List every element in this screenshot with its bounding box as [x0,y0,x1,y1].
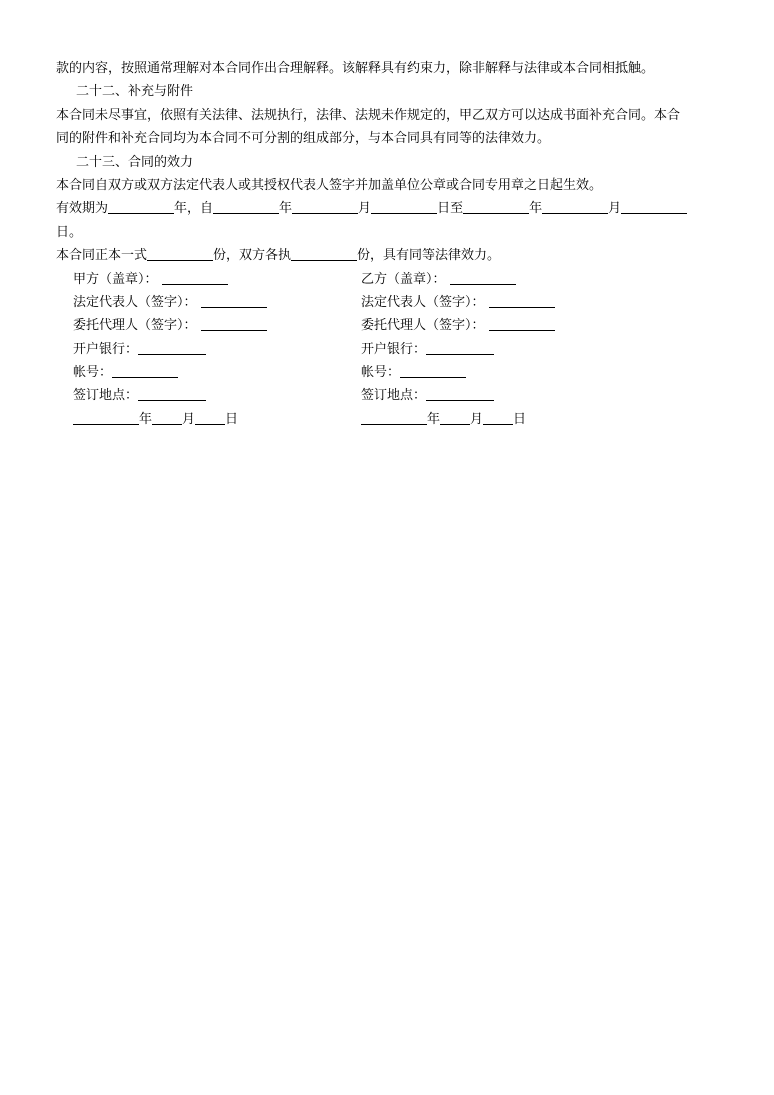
party-a-date [73,408,238,431]
blank-field [489,316,555,331]
copies-mid: 份，双方各执 [213,248,292,264]
validity-year2: 年 [279,201,293,217]
date-day: 日 [513,411,527,427]
signature-row-agent [56,314,716,337]
party-b-rep [361,291,555,314]
blank-field [400,363,466,378]
party-a-seal-label: 甲方（盖章）： [73,271,158,287]
blank-field [483,410,513,425]
blank-field [426,340,494,355]
party-b-account-label: 帐号： [361,365,401,381]
party-a-rep-label: 法定代表人（签字）： [73,294,197,310]
copies-suffix: 份，具有同等法律效力。 [357,248,501,264]
blank-field [371,199,437,214]
blank-field [138,340,206,355]
blank-field [201,316,267,331]
blank-field [112,363,178,378]
date-month: 月 [470,411,484,427]
contract-page [56,57,716,431]
party-a-rep [73,291,267,314]
validity-year3: 年 [529,201,543,217]
date-day: 日 [225,411,239,427]
paragraph-supplement-2: 同的附件和补充合同均为本合同不可分割的组成部分，与本合同具有同等的法律效力。 [56,131,551,147]
blank-field [426,386,494,401]
validity-month2: 月 [608,201,622,217]
party-b-seal [361,268,516,291]
validity-prefix: 有效期为 [56,201,109,217]
heading-validity: 二十三、合同的效力 [76,154,194,170]
party-b-bank-label: 开户银行： [361,341,427,357]
blank-field [542,199,608,214]
party-a-account [73,361,178,384]
blank-field [152,410,182,425]
validity-day-to: 日至 [437,201,464,217]
validity-month1: 月 [358,201,372,217]
signature-row-place [56,384,716,407]
blank-field [213,199,279,214]
party-a-account-label: 帐号： [73,365,113,381]
blank-field [489,293,555,308]
party-a-place-label: 签订地点： [73,388,139,404]
validity-period-line [56,197,716,220]
heading-supplement: 二十二、补充与附件 [76,84,194,100]
blank-field [450,270,516,285]
date-year: 年 [139,411,153,427]
validity-day-end: 日。 [56,224,83,240]
party-b-account [361,361,466,384]
blank-field [440,410,470,425]
copies-prefix: 本合同正本一式 [56,248,148,264]
signature-row-bank [56,338,716,361]
party-a-agent [73,314,267,337]
party-b-date [361,408,526,431]
blank-field [361,410,427,425]
blank-field [463,199,529,214]
party-b-place [361,384,494,407]
party-b-agent-label: 委托代理人（签字）： [361,318,485,334]
date-month: 月 [182,411,196,427]
blank-field [73,410,139,425]
blank-field [108,199,174,214]
party-a-place [73,384,206,407]
blank-field [621,199,687,214]
blank-field [201,293,267,308]
party-a-agent-label: 委托代理人（签字）： [73,318,197,334]
date-year: 年 [427,411,441,427]
party-b-seal-label: 乙方（盖章）： [361,271,446,287]
blank-field [195,410,225,425]
signature-row-account [56,361,716,384]
signature-row-seal [56,268,716,291]
party-a-bank [73,338,206,361]
signature-row-rep [56,291,716,314]
party-b-rep-label: 法定代表人（签字）： [361,294,485,310]
blank-field [162,270,228,285]
paragraph-interpretation: 款的内容，按照通常理解对本合同作出合理解释。该解释具有约束力，除非解释与法律或本合同相抵触。 [56,61,655,76]
validity-year1: 年，自 [174,201,214,217]
copies-line [56,244,716,267]
party-a-bank-label: 开户银行： [73,341,139,357]
blank-field [138,386,206,401]
party-a-seal [73,268,228,291]
blank-field [291,246,357,261]
blank-field [147,246,213,261]
signature-row-date [56,408,716,431]
paragraph-supplement-1: 本合同未尽事宜，依照有关法律、法规执行，法律、法规未作规定的，甲乙双方可以达成书面补充合同。本合 [56,107,681,123]
party-b-agent [361,314,555,337]
paragraph-effective: 本合同自双方或双方法定代表人或其授权代表人签字并加盖单位公章或合同专用章之日起生效。 [56,177,603,193]
party-b-bank [361,338,494,361]
blank-field [292,199,358,214]
party-b-place-label: 签订地点： [361,388,427,404]
